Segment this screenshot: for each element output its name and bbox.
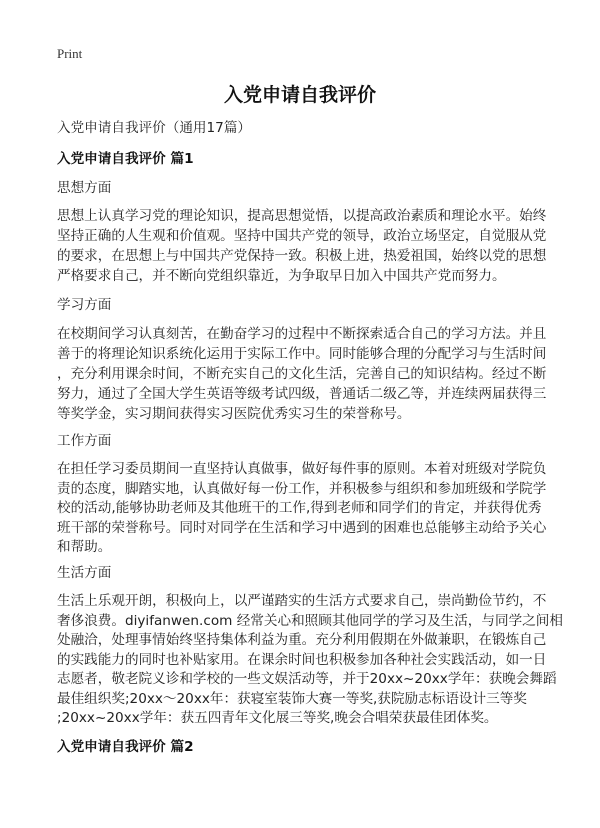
section-paragraph-study bbox=[57, 324, 557, 424]
paragraph-line: 等奖学金，实习期间获得实习医院优秀实习生的荣誉称号。 bbox=[57, 406, 411, 422]
paragraph-line: 的实践能力的同时也补贴家用。在课余时间也积极参加各种社会实践活动，如一日 bbox=[57, 651, 547, 668]
paragraph-line: 最佳组织奖;20xx～20xx年：获寝室装饰大赛一等奖,获院励志标语设计三等奖 bbox=[57, 690, 527, 707]
section-paragraph-life bbox=[57, 592, 563, 729]
article-heading-1: 入党申请自我评价 篇1 bbox=[57, 151, 194, 167]
paragraph-line: 思想上认真学习党的理论知识，提高思想觉悟，以提高政治素质和理论水平。始终 bbox=[57, 208, 547, 224]
paragraph-line: ，充分利用课余时间，不断充实自己的文化生活，完善自己的知识结构。经过不断 bbox=[57, 366, 547, 382]
section-heading-thought: 思想方面 bbox=[57, 180, 112, 196]
paragraph-line: 善于的将理论知识系统化运用于实际工作中。同时能够合理的分配学习与生活时间 bbox=[57, 346, 547, 362]
paragraph-line: 志愿者，敬老院义诊和学校的一些文娱活动等，并于20xx~20xx学年：获晚会舞蹈 bbox=[57, 671, 557, 687]
paragraph-line: 在担任学习委员期间一直坚持认真做事，做好每件事的原则。本着对班级对学院负 bbox=[57, 461, 547, 477]
paragraph-line: 和帮助。 bbox=[57, 539, 112, 555]
paragraph-line: 责的态度，脚踏实地，认真做好每一份工作，并积极参与组织和参加班级和学院学 bbox=[57, 480, 547, 497]
paragraph-line: 在校期间学习认真刻苦，在勤奋学习的过程中不断探索适合自己的学习方法。并且 bbox=[57, 326, 547, 342]
paragraph-line: 处融洽，处理事情始终坚持集体利益为重。充分利用假期在外做兼职，在锻炼自己 bbox=[57, 632, 547, 648]
paragraph-line: 奢侈浪费。diyifanwen.com 经常关心和照顾其他同学的学习及生活，与同学之间相 bbox=[57, 612, 563, 629]
section-paragraph-thought bbox=[57, 206, 557, 286]
print-link[interactable]: Print bbox=[57, 46, 83, 61]
section-heading-work: 工作方面 bbox=[57, 433, 112, 449]
paragraph-line: 生活上乐观开朗，积极向上，以严谨踏实的生活方式要求自己，崇尚勤俭节约，不 bbox=[57, 593, 547, 609]
paragraph-line: 严格要求自己，并不断向党组织靠近，为争取早日加入中国共产党而努力。 bbox=[57, 268, 506, 284]
article-heading-2: 入党申请自我评价 篇2 bbox=[57, 739, 194, 755]
subtitle: 入党申请自我评价（通用17篇） bbox=[57, 120, 252, 136]
paragraph-line: 努力，通过了全国大学生英语等级考试四级，普通话二级乙等，并连续两届获得三 bbox=[57, 386, 547, 402]
paragraph-line: 的要求，在思想上与中国共产党保持一致。积极上进，热爱祖国，始终以党的思想 bbox=[57, 248, 547, 264]
paragraph-line: 校的活动,能够协助老师及其他班干的工作,得到老师和同学们的肯定，并获得优秀 bbox=[57, 500, 542, 516]
section-heading-life: 生活方面 bbox=[57, 565, 112, 581]
section-paragraph-work bbox=[57, 460, 557, 558]
page-title: 入党申请自我评价 bbox=[223, 84, 376, 106]
paragraph-line: ;20xx~20xx学年：获五四青年文化展三等奖,晚会合唱荣获最佳团体奖。 bbox=[57, 710, 498, 726]
paragraph-line: 坚持正确的人生观和价值观。坚持中国共产党的领导，政治立场坚定，自觉服从党 bbox=[57, 228, 547, 244]
section-heading-study: 学习方面 bbox=[57, 297, 112, 313]
paragraph-line: 班干部的荣誉称号。同时对同学在生活和学习中遇到的困难也总能够主动给予关心 bbox=[57, 519, 547, 536]
